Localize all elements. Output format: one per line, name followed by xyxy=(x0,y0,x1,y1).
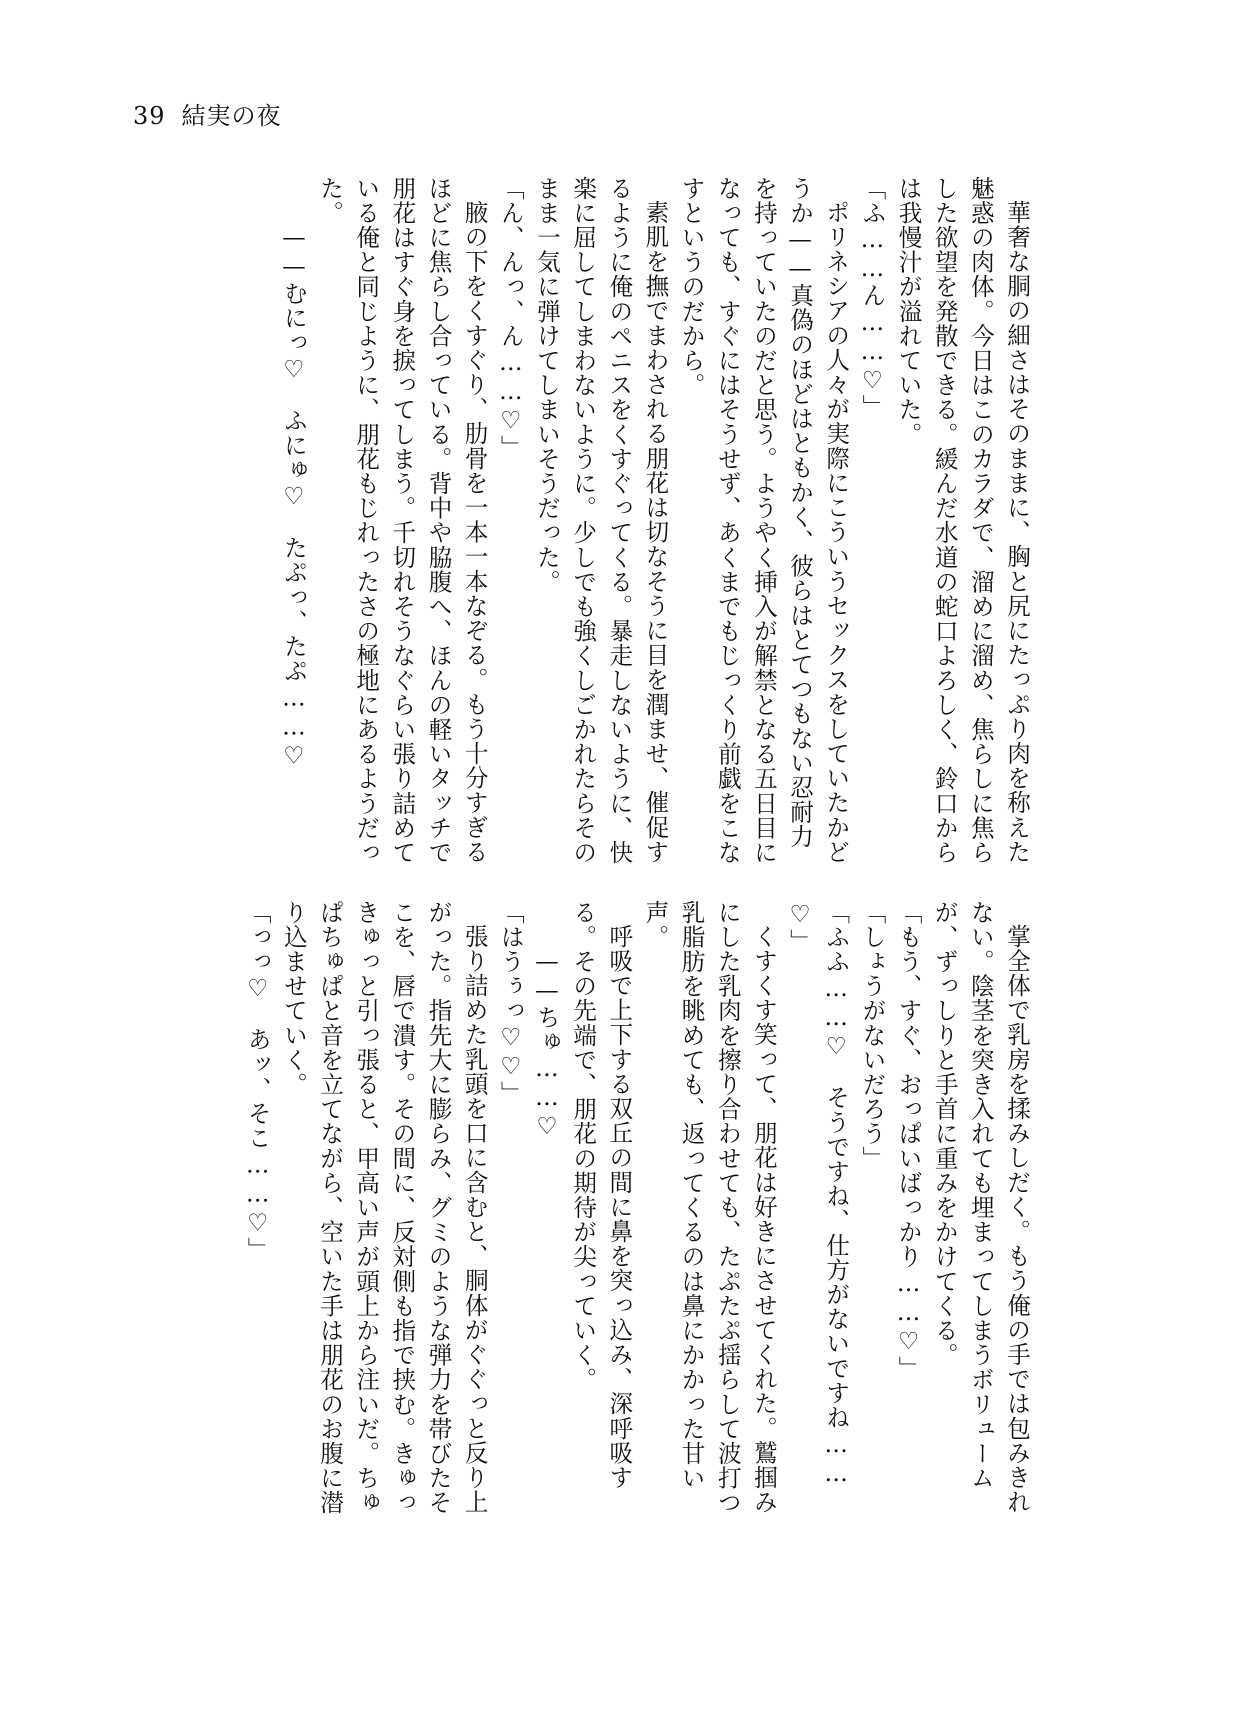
chapter-title: 結実の夜 xyxy=(181,102,282,130)
paragraph: 掌全体で乳房を揉みしだく。もう俺の手では包みきれない。陰茎を突き入れても埋まってしまうボリュームが、ずっしりと手首に重みをかけてくる。 xyxy=(930,900,1031,1514)
sound-effect-line: ——むにっ♡ ふにゅ♡ たぷっ、たぷ……♡ xyxy=(279,223,308,771)
paragraph: ポリネシアの人々が実際にこういうセックスをしていたかどうか——真偽のほどはともかく、彼らはとてつもない忍耐力を持っていたのだと思う。ようやく挿入が解禁となる五日目になっても、すぐにはそうせず、あくまでもじっくり前戯をこなすというのだから。 xyxy=(677,176,851,865)
dialogue-line: 「しょうがないだろう」 xyxy=(858,900,887,1171)
bottom-tier-text xyxy=(150,900,1035,1520)
dialogue-line: 「ふ……ん……♡」 xyxy=(858,176,887,420)
paragraph: 呼吸で上下する双丘の間に鼻を突っ込み、深呼吸する。その先端で、朋花の期待が尖っていく。 xyxy=(569,900,634,1490)
top-tier-text xyxy=(150,176,1035,866)
paragraph: 素肌を撫でまわされる朋花は切なそうに目を潤ませ、催促するように俺のペニスをくすぐってくる。暴走しないように、快楽に屈してしまわないように。少しでも強くしごかれたらそのまま一気に弾けてしまいそうだった。 xyxy=(532,176,670,865)
paragraph: 張り詰めた乳頭を口に含むと、胴体がぐぐっと反り上がった。指先大に膨らみ、グミのような弾力を帯びたそこを、唇で潰す。その間に、反対側も指で挟む。きゅっきゅっと引っ張ると、甲高い声が頭上から注いだ。ちゅぱちゅぱと音を立てながら、空いた手は朋花のお腹に潜り込ませていく。 xyxy=(279,900,489,1515)
paragraph: 華奢な胴の細さはそのままに、胸と尻にたっぷり肉を称えた魅惑の肉体。今日はこのカラダで、溜めに溜め、焦らしに焦らした欲望を発散できる。緩んだ水道の蛇口よろしく、鈴口からは我慢汁が溢れていた。 xyxy=(894,176,1031,865)
dialogue-line: 「もう、すぐ、おっぱいばっかり……♡」 xyxy=(894,900,923,1381)
sound-effect-line: ——ちゅ……♡ xyxy=(532,947,561,1142)
page-header xyxy=(133,96,282,131)
page-number: 39 xyxy=(133,102,166,130)
dialogue-line: 「っっ♡ あッ、そこ……♡」 xyxy=(243,900,272,1262)
dialogue-line: 「ふふ……♡ そうですね、仕方がないですね……♡」 xyxy=(786,900,851,1488)
paragraph: 腋の下をくすぐり、肋骨を一本一本なぞる。もう十分すぎるほどに焦らし合っている。背中や脇腹へ、ほんの軽いタッチで朋花はすぐ身を捩ってしまう。千切れそうなぐらい張り詰めている俺と同じように、朋花もじれったさの極地にあるようだった。 xyxy=(316,176,489,865)
dialogue-line: 「はうぅっ♡♡」 xyxy=(496,900,525,1106)
dialogue-line: 「ん、んっ、ん……♡」 xyxy=(496,176,525,460)
paragraph: くすくす笑って、朋花は好きにさせてくれた。鷲掴みにした乳肉を擦り合わせても、たぷたぷ揺らして波打つ乳脂肪を眺めても、返ってくるのは鼻にかかった甘い声。 xyxy=(641,900,778,1515)
